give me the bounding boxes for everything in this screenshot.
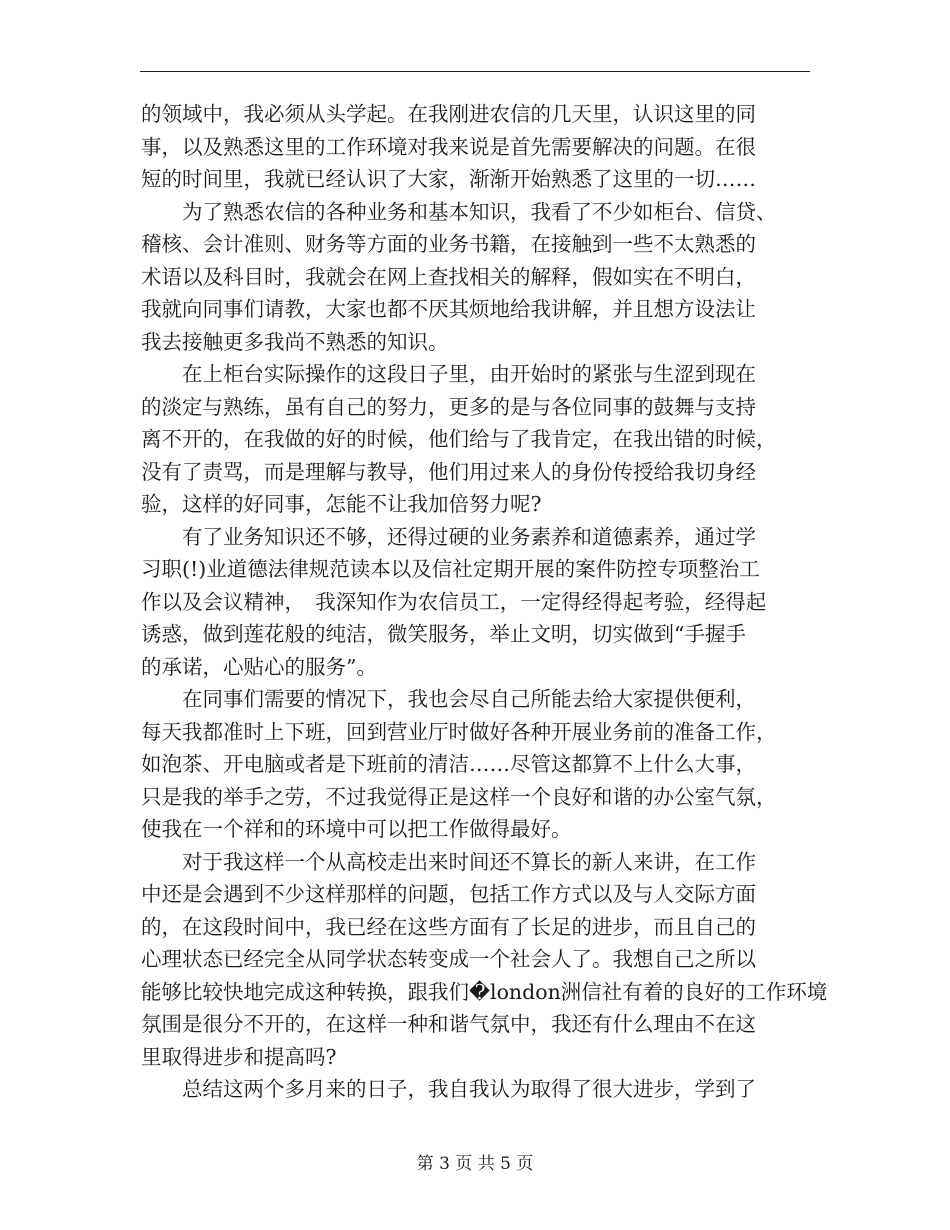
text-line: 为了熟悉农信的各种业务和基本知识，我看了不少如柜台、信贷、 xyxy=(141,199,777,224)
text-line: 的承诺，心贴心的服务”。 xyxy=(141,654,377,679)
text-line: 每天我都准时上下班，回到营业厅时做好各种开展业务前的准备工作， xyxy=(141,719,777,744)
text-line: 对于我这样一个从高校走出来时间还不算长的新人来讲，在工作 xyxy=(141,849,756,874)
text-line: 事，以及熟悉这里的工作环境对我来说是首先需要解决的问题。在很 xyxy=(141,134,756,159)
body-text xyxy=(141,98,828,1106)
text-line: 只是我的举手之劳，不过我觉得正是这样一个良好和谐的办公室气氛， xyxy=(141,784,777,809)
text-line: 的淡定与熟练，虽有自己的努力，更多的是与各位同事的鼓舞与支持 xyxy=(141,394,756,419)
text-line: 诱惑，做到莲花般的纯洁，微笑服务，举止文明，切实做到“手握手 xyxy=(141,622,746,646)
text-line: 总结这两个多月来的日子，我自我认为取得了很大进步，学到了 xyxy=(141,1077,756,1101)
text-line: 在上柜台实际操作的这段日子里，由开始时的紧张与生涩到现在 xyxy=(141,362,756,386)
header-rule xyxy=(140,71,810,72)
text-line: 稽核、会计准则、财务等方面的业务书籍，在接触到一些不太熟悉的 xyxy=(141,232,756,256)
text-line: 如泡茶、开电脑或者是下班前的清洁……尽管这都算不上什么大事， xyxy=(141,752,756,776)
text-line: 术语以及科目时，我就会在网上查找相关的解释，假如实在不明白， xyxy=(141,264,756,289)
text-line: 氛围是很分不开的，在这样一种和谐气氛中，我还有什么理由不在这 xyxy=(141,1012,756,1036)
text-line: 离不开的，在我做的好的时候，他们给与了我肯定，在我出错的时候， xyxy=(141,427,777,451)
page-footer: 第 3 页 共 5 页 xyxy=(416,1154,534,1174)
text-line: 中还是会遇到不少这样那样的问题，包括工作方式以及与人交际方面 xyxy=(141,882,756,906)
text-line: 有了业务知识还不够，还得过硬的业务素养和道德素养，通过学 xyxy=(141,524,756,549)
text-line: 能够比较快地完成这种转换，跟我们�london洲信社有着的良好的工作环境 xyxy=(141,979,828,1004)
text-line: 的领域中，我必须从头学起。在我刚进农信的几天里，认识这里的同 xyxy=(141,102,756,126)
text-line: 的，在这段时间中，我已经在这些方面有了长足的进步，而且自己的 xyxy=(141,914,756,939)
text-line: 没有了责骂，而是理解与教导，他们用过来人的身份传授给我切身经 xyxy=(141,459,756,484)
text-line: 在同事们需要的情况下，我也会尽自己所能去给大家提供便利， xyxy=(141,687,756,711)
text-line: 短的时间里，我就已经认识了大家，渐渐开始熟悉了这里的一切…… xyxy=(141,167,756,191)
text-line: 习职(!)业道德法律规范读本以及信社定期开展的案件防控专项整治工 xyxy=(141,557,760,581)
text-line: 验，这样的好同事，怎能不让我加倍努力呢? xyxy=(141,492,542,516)
text-line: 作以及会议精神， 我深知作为农信员工，一定得经得起考验，经得起 xyxy=(141,589,767,614)
text-line: 里取得进步和提高吗? xyxy=(141,1044,337,1069)
text-line: 我去接触更多我尚不熟悉的知识。 xyxy=(141,329,449,354)
text-line: 心理状态已经完全从同学状态转变成一个社会人了。我想自己之所以 xyxy=(141,947,756,971)
text-line: 我就向同事们请教，大家也都不厌其烦地给我讲解，并且想方设法让 xyxy=(141,297,756,321)
text-line: 使我在一个祥和的环境中可以把工作做得最好。 xyxy=(141,817,572,841)
